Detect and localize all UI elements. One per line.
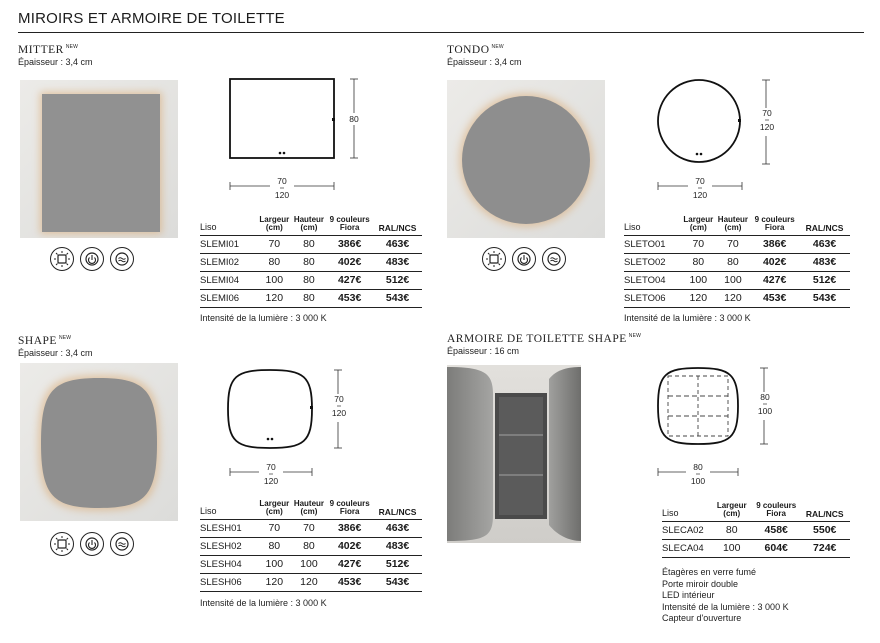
anti-fog-icon [542,247,566,271]
col-largeur: Largeur (cm) [257,216,292,235]
shape-dim-width-max: 120 [263,476,279,486]
col-fiora: 9 couleurs Fiora [326,500,373,519]
tondo-dimension-drawing [650,78,790,208]
touch-switch-icon [80,247,104,271]
table-row: SLETO04 100 100 427€ 512€ [624,271,850,289]
armoire-notes [662,567,789,625]
armoire-dim-width-max: 100 [690,476,706,486]
col-liso: Liso [200,500,257,519]
shape-header [18,335,93,358]
armoire-thickness: Épaisseur : 16 cm [447,346,520,356]
tondo-feature-icons [482,247,566,271]
armoire-dim-width-min: 80 [693,462,703,472]
tondo-note: Intensité de la lumière : 3 000 K [624,313,751,323]
table-row: SLESH01 70 70 386€ 463€ [200,519,422,537]
tondo-dim-width-max: 120 [692,190,708,200]
col-liso: Liso [200,216,257,235]
table-row: SLEMI01 70 80 386€ 463€ [200,235,422,253]
new-badge: NEW [58,335,72,342]
table-row: SLEMI04 100 80 427€ 512€ [200,271,422,289]
armoire-photo [447,365,581,543]
mitter-outline [230,79,334,158]
anti-fog-icon [110,532,134,556]
shape-name: SHAPE $^{NEW}$ [18,335,72,347]
page-title: MIROIRS ET ARMOIRE DE TOILETTE [18,10,285,27]
armoire-note: Intensité de la lumière : 3 000 K [662,601,789,612]
shape-note: Intensité de la lumière : 3 000 K [200,598,327,608]
col-fiora: 9 couleurs Fiora [326,216,373,235]
tondo-dim-width-min: 70 [695,176,705,186]
col-hauteur: Hauteur (cm) [292,216,327,235]
col-ral: RAL/NCS [373,216,422,235]
shape-dimension-drawing [222,364,362,494]
col-ral: RAL/NCS [799,502,850,521]
tondo-spec-table [624,216,850,308]
armoire-note: LED intérieur [662,590,715,600]
armoire-name: ARMOIRE DE TOILETTE SHAPE $^{NEW}$ [447,333,642,345]
table-row: SLESH04 100 100 427€ 512€ [200,555,422,573]
mitter-feature-icons [50,247,134,271]
mitter-dim-height: 80 [349,114,359,124]
col-hauteur: Hauteur (cm) [292,500,327,519]
shape-feature-icons [50,532,134,556]
armoire-note: Capteur d'ouverture [662,613,742,623]
armoire-dim-height-max: 100 [757,406,773,416]
tondo-outline [658,80,740,162]
tondo-name: TONDO $^{NEW}$ [447,44,504,56]
table-row: SLETO06 120 120 453€ 543€ [624,289,850,307]
mitter-note: Intensité de la lumière : 3 000 K [200,313,327,323]
armoire-spec-table [662,502,850,558]
mitter-thickness: Épaisseur : 3,4 cm [18,57,93,67]
tondo-dim-height-min: 70 [762,108,772,118]
col-largeur: Largeur (cm) [711,502,753,521]
shape-photo [20,363,178,521]
col-ral: RAL/NCS [799,216,850,235]
col-fiora: 9 couleurs Fiora [750,216,799,235]
touch-switch-icon [80,532,104,556]
mitter-header [18,44,93,67]
table-row: SLESH02 80 80 402€ 483€ [200,537,422,555]
led-light-icon [50,532,74,556]
table-row: SLEMI06 120 80 453€ 543€ [200,289,422,307]
col-liso: Liso [624,216,681,235]
new-badge: NEW [628,333,642,340]
tondo-photo [447,80,605,238]
mitter-dimension-drawing [224,78,364,208]
shape-thickness: Épaisseur : 3,4 cm [18,348,93,358]
mitter-spec-table [200,216,422,308]
new-badge: NEW [491,44,504,51]
armoire-note: Étagères en verre fumé [662,567,757,577]
col-ral: RAL/NCS [373,500,422,519]
led-light-icon [482,247,506,271]
mitter-photo [20,80,178,238]
armoire-dimension-drawing [652,364,792,494]
tondo-header [447,44,522,67]
col-liso: Liso [662,502,711,521]
led-light-icon [50,247,74,271]
table-row: SLESH06 120 120 453€ 543€ [200,573,422,591]
tondo-thickness: Épaisseur : 3,4 cm [447,57,522,67]
shape-dim-height-max: 120 [331,408,347,418]
table-row: SLETO01 70 70 386€ 463€ [624,235,850,253]
touch-switch-icon [512,247,536,271]
anti-fog-icon [110,247,134,271]
mitter-dim-width-min: 70 [277,176,287,186]
armoire-note: Porte miroir double [662,578,739,589]
new-badge: NEW [65,44,79,51]
col-largeur: Largeur (cm) [681,216,716,235]
col-fiora: 9 couleurs Fiora [753,502,799,521]
title-divider [18,32,864,33]
table-row: SLECA04 100 604€ 724€ [662,539,850,557]
table-row: SLETO02 80 80 402€ 483€ [624,253,850,271]
mitter-dim-width-max: 120 [274,190,290,200]
armoire-header [447,333,641,356]
shape-dim-width-min: 70 [266,462,276,472]
table-row: SLEMI02 80 80 402€ 483€ [200,253,422,271]
tondo-dim-height-max: 120 [759,122,775,132]
shape-outline [228,370,312,448]
armoire-dim-height-min: 80 [760,392,770,402]
shape-spec-table [200,500,422,592]
shape-dim-height-min: 70 [334,394,344,404]
col-hauteur: Hauteur (cm) [716,216,751,235]
table-row: SLECA02 80 458€ 550€ [662,521,850,539]
mitter-name: MITTER $^{NEW}$ [18,44,79,56]
col-largeur: Largeur (cm) [257,500,292,519]
